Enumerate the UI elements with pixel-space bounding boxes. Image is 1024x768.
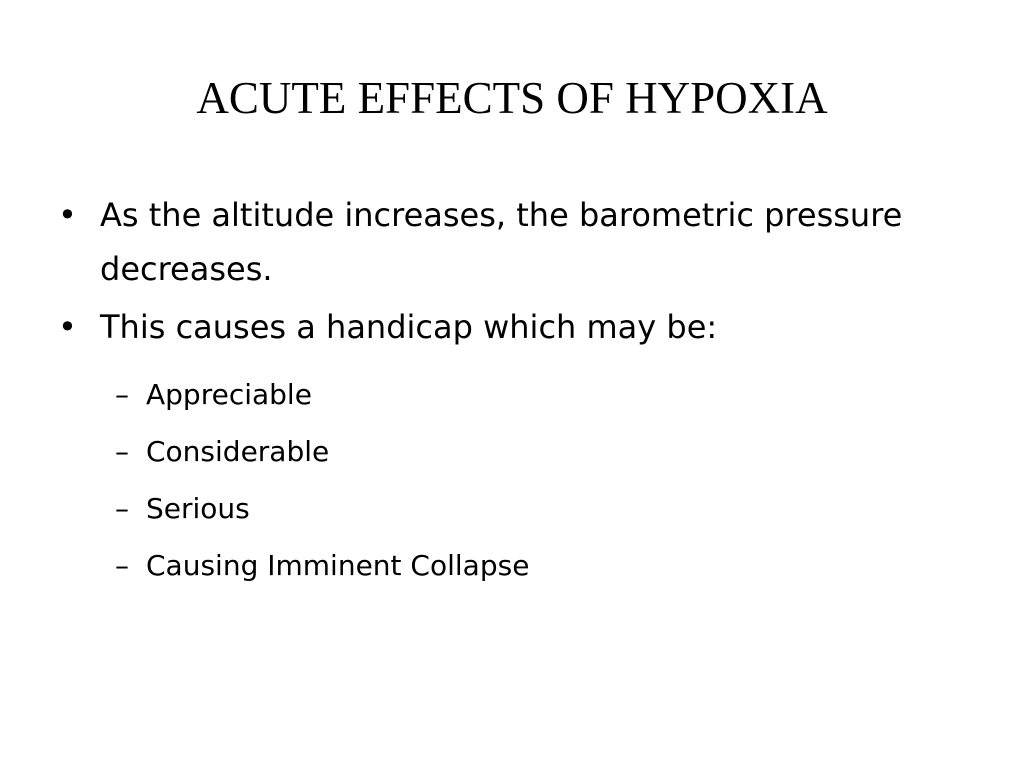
sub-bullet-item	[58, 537, 958, 594]
bullet-marker: •	[58, 196, 77, 234]
sub-bullet-text: Appreciable	[146, 378, 312, 411]
sub-bullet-text: Serious	[146, 492, 250, 525]
bullet-marker: •	[58, 308, 77, 346]
bullet-list	[58, 188, 958, 358]
bullet-text: As the altitude increases, the barometric pressure decreases.	[100, 196, 903, 288]
sub-bullet-list	[58, 366, 958, 594]
sub-bullet-item	[58, 423, 958, 480]
sub-bullet-item	[58, 480, 958, 537]
bullet-item	[58, 188, 958, 296]
dash-marker: –	[115, 492, 129, 525]
dash-marker: –	[115, 378, 129, 411]
bullet-text: This causes a handicap which may be:	[100, 308, 718, 346]
slide-title: ACUTE EFFECTS OF HYPOXIA	[196, 73, 828, 123]
sub-bullet-item	[58, 366, 958, 423]
dash-marker: –	[115, 549, 129, 582]
sub-bullet-text: Considerable	[146, 435, 330, 468]
dash-marker: –	[115, 435, 129, 468]
sub-bullet-text: Causing Imminent Collapse	[146, 549, 530, 582]
bullet-item	[58, 300, 958, 354]
